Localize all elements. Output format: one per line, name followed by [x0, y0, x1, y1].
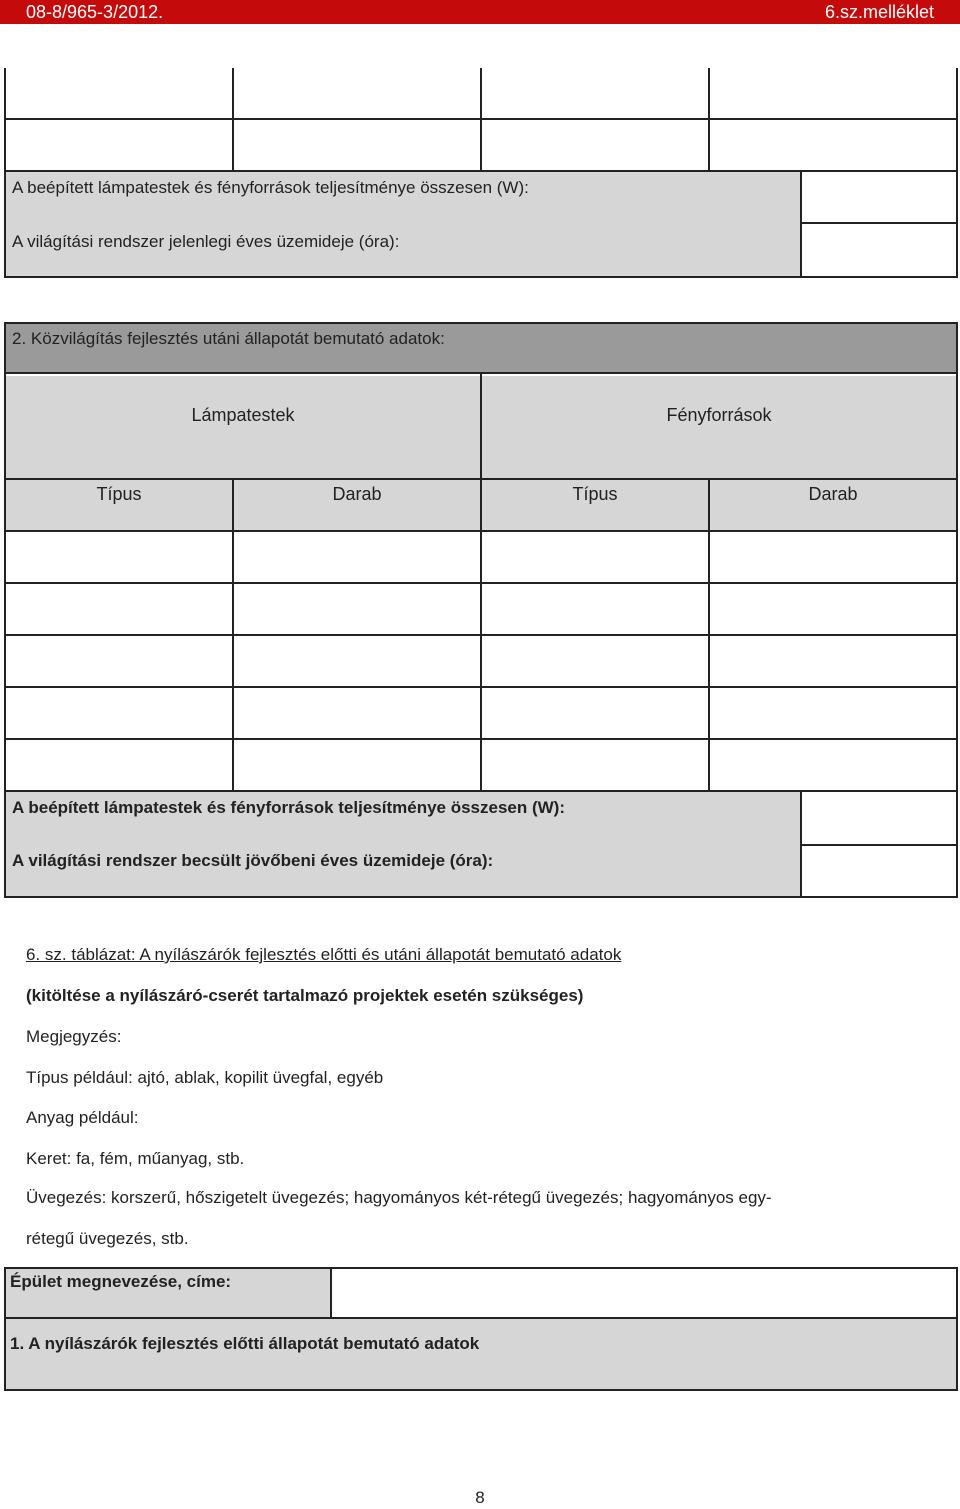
- table6-caption: 6. sz. táblázat: A nyílászárók fejlesztés előtti és utáni állapotát bemutató adatok: [26, 945, 622, 964]
- table-row[interactable]: [6, 636, 956, 686]
- building-label: Épület megnevezése, címe:: [10, 1272, 232, 1291]
- section2-total-power-label: A beépített lámpatestek és fényforrások teljesítménye összesen (W):: [12, 798, 565, 817]
- note-frame: Keret: fa, fém, műanyag, stb.: [26, 1149, 245, 1168]
- section2-title: 2. Közvilágítás fejlesztés utáni állapotát bemutató adatok:: [12, 329, 445, 348]
- section2-total-power-field[interactable]: [804, 794, 954, 842]
- column-header-type-source: Típus: [572, 484, 618, 504]
- table-row[interactable]: [6, 584, 956, 634]
- table-row[interactable]: [6, 688, 956, 738]
- total-power-field[interactable]: [804, 174, 954, 220]
- total-power-label: A beépített lámpatestek és fényforrások teljesítménye összesen (W):: [12, 178, 529, 197]
- note-glazing-line1: Üvegezés: korszerű, hőszigetelt üvegezés; hagyományos két-rétegű üvegezés; hagyományos egy-: [26, 1188, 772, 1207]
- lamp-housings-header: Lámpatestek: [191, 405, 295, 425]
- annual-hours-field[interactable]: [804, 226, 954, 274]
- page-number: 8: [475, 1488, 485, 1507]
- table-row[interactable]: [6, 532, 956, 582]
- section2-annual-hours-label: A világítási rendszer becsült jövőbeni éves üzemideje (óra):: [12, 851, 494, 870]
- annex-label: 6.sz.melléklet: [824, 2, 934, 22]
- note-material: Anyag például:: [26, 1108, 139, 1127]
- light-sources-header: Fényforrások: [666, 405, 772, 425]
- column-header-count-source: Darab: [808, 484, 858, 504]
- column-header-type-lamp: Típus: [96, 484, 142, 504]
- table6-subcaption: (kitöltése a nyílászáró-cserét tartalmazó projektek esetén szükséges): [26, 986, 584, 1005]
- table-row[interactable]: [6, 740, 956, 790]
- building-name-field[interactable]: [330, 1267, 958, 1319]
- annual-hours-label: A világítási rendszer jelenlegi éves üzemideje (óra):: [12, 232, 400, 251]
- note-glazing-line2: rétegű üvegezés, stb.: [26, 1229, 189, 1248]
- nyilaszaro-section1-title: 1. A nyílászárók fejlesztés előtti állapotát bemutató adatok: [10, 1334, 480, 1353]
- note-type: Típus például: ajtó, ablak, kopilit üvegfal, egyéb: [26, 1068, 384, 1087]
- document-reference: 08-8/965-3/2012.: [26, 2, 164, 22]
- column-header-count-lamp: Darab: [332, 484, 382, 504]
- note-label: Megjegyzés:: [26, 1027, 122, 1046]
- page-header: [0, 0, 960, 24]
- section2-annual-hours-field[interactable]: [804, 848, 954, 894]
